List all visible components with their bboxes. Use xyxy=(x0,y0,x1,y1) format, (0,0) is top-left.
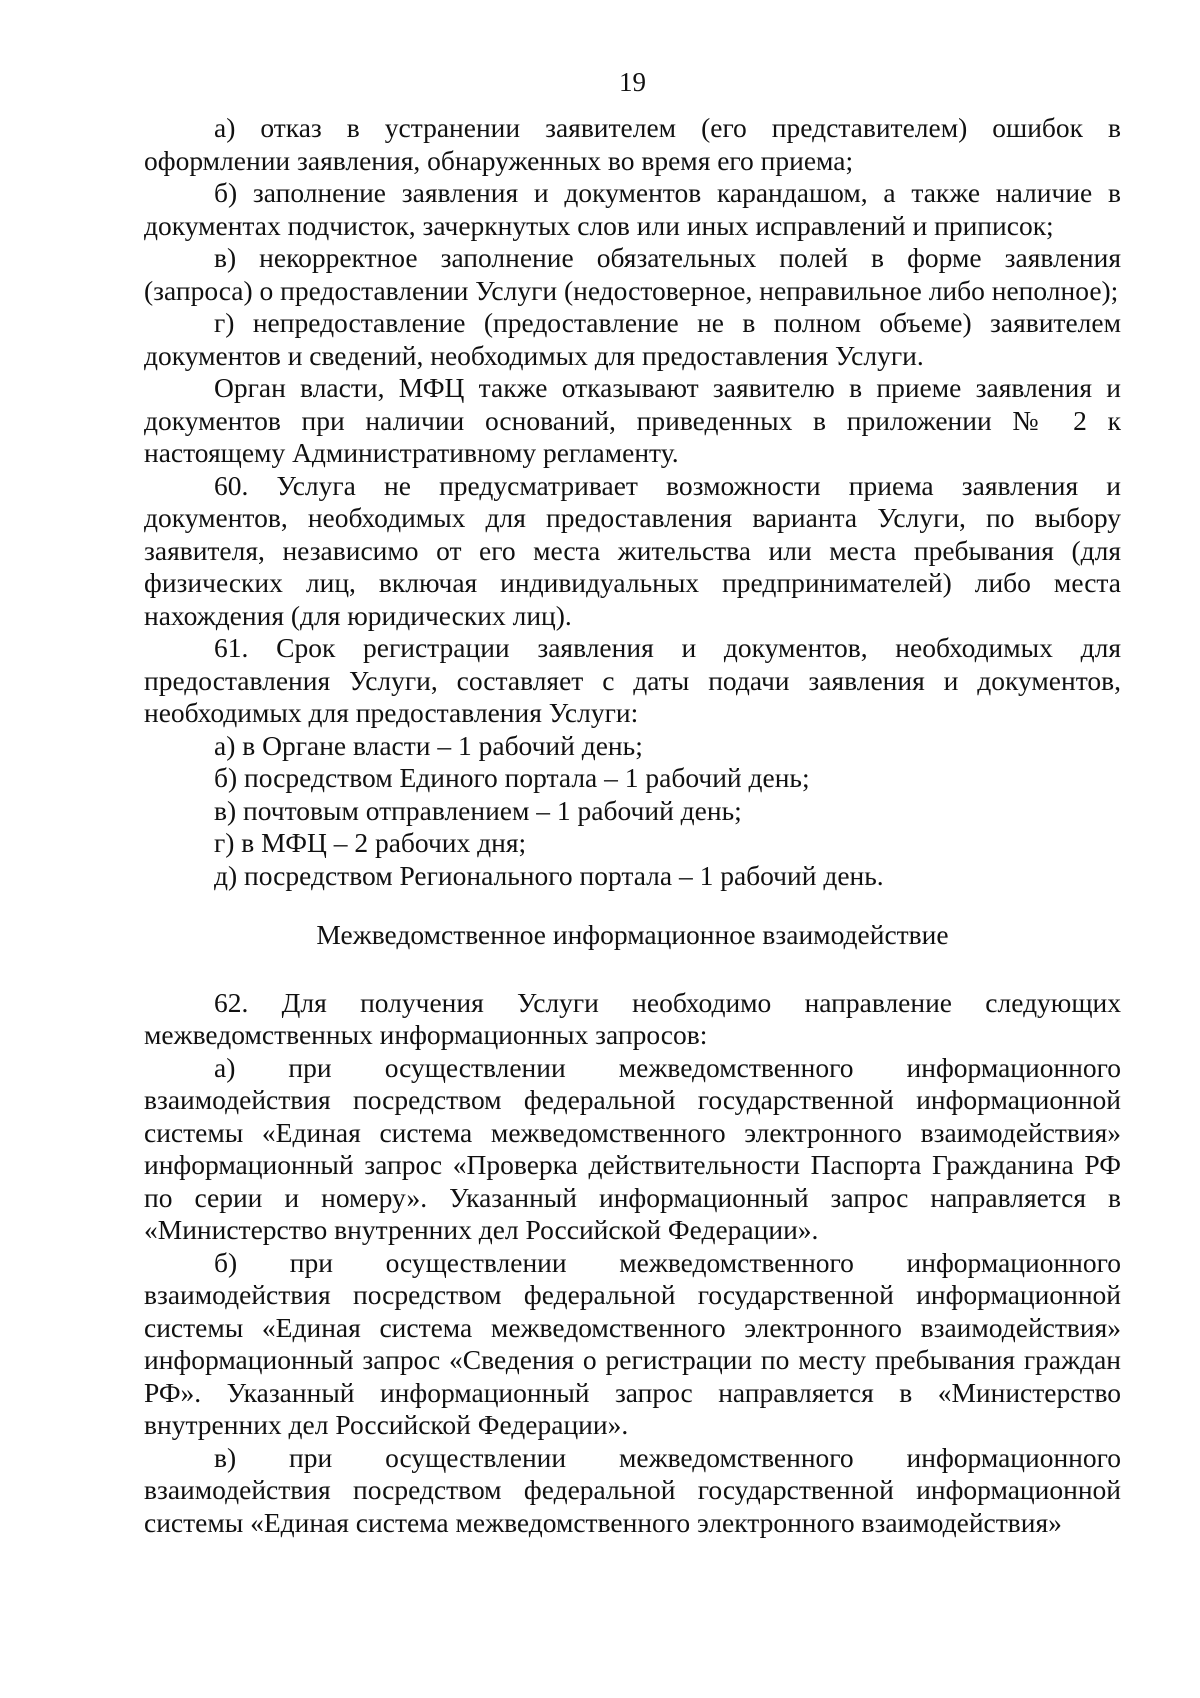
paragraph-61-b: б) посредством Единого портала – 1 рабочий день; xyxy=(214,762,810,793)
page-number: 19 xyxy=(619,67,646,97)
paragraph-62-c: в) при осуществлении межведомственного информационного взаимодействия посредством федеральной государственной информационной системы «Единая система межведомственного электронного взаимодействия» xyxy=(144,1441,1121,1538)
paragraph-refusal-a: а) отказ в устранении заявителем (его представителем) ошибок в оформлении заявления, обнаруженных во время его приема; xyxy=(144,112,1121,176)
document-page xyxy=(144,64,1121,1539)
paragraph-61-c: в) почтовым отправлением – 1 рабочий день; xyxy=(214,794,742,826)
paragraph-refusal-d: г) непредоставление (предоставление не в полном объеме) заявителем документов и сведений, необходимых для предоставления Услуги. xyxy=(144,307,1121,371)
paragraph-62-a: а) при осуществлении межведомственного информационного взаимодействия посредством федеральной государственной информационной системы «Единая система межведомственного электронного взаимодействия» информационный запрос «Проверка действительности Паспорта Гражданина РФ по серии и номеру». Указанный информационный запрос направляется в «Министерство внутренних дел Российской Федерации». xyxy=(144,1051,1121,1245)
paragraph-61-e: д) посредством Регионального портала – 1 рабочий день. xyxy=(214,859,884,891)
paragraph-60: 60. Услуга не предусматривает возможности приема заявления и документов, необходимых для предоставления варианта Услуги, по выбору заявителя, независимо от его места жительства или места пребывания (для физических лиц, включая индивидуальных предпринимателей) либо места нахождения (для юридических лиц). xyxy=(144,469,1121,631)
paragraph-61-a: а) в Органе власти – 1 рабочий день; xyxy=(214,729,643,761)
paragraph-62: 62. Для получения Услуги необходимо направление следующих межведомственных информационных запросов: xyxy=(144,986,1121,1050)
paragraph-61: 61. Срок регистрации заявления и документов, необходимых для предоставления Услуги, составляет с даты подачи заявления и документов, необходимых для предоставления Услуги: xyxy=(144,632,1121,728)
paragraph-refusal-c: в) некорректное заполнение обязательных полей в форме заявления (запроса) о предоставлении Услуги (недостоверное, неправильное либо неполное); xyxy=(144,242,1121,306)
paragraph-62-b: б) при осуществлении межведомственного информационного взаимодействия посредством федеральной государственной информационной системы «Единая система межведомственного электронного взаимодействия» информационный запрос «Сведения о регистрации по месту пребывания граждан РФ». Указанный информационный запрос направляется в «Министерство внутренних дел Российской Федерации». xyxy=(144,1246,1121,1440)
paragraph-61-d: г) в МФЦ – 2 рабочих дня; xyxy=(214,827,527,858)
paragraph-refusal-b: б) заполнение заявления и документов карандашом, а также наличие в документах подчисток, зачеркнутых слов или иных исправлений и приписок; xyxy=(144,177,1121,241)
paragraph-authority-refusal: Орган власти, МФЦ также отказывают заявителю в приеме заявления и документов при наличии оснований, приведенных в приложении № 2 к настоящему Административному регламенту. xyxy=(144,372,1121,468)
section-heading: Межведомственное информационное взаимодействие xyxy=(316,919,949,950)
